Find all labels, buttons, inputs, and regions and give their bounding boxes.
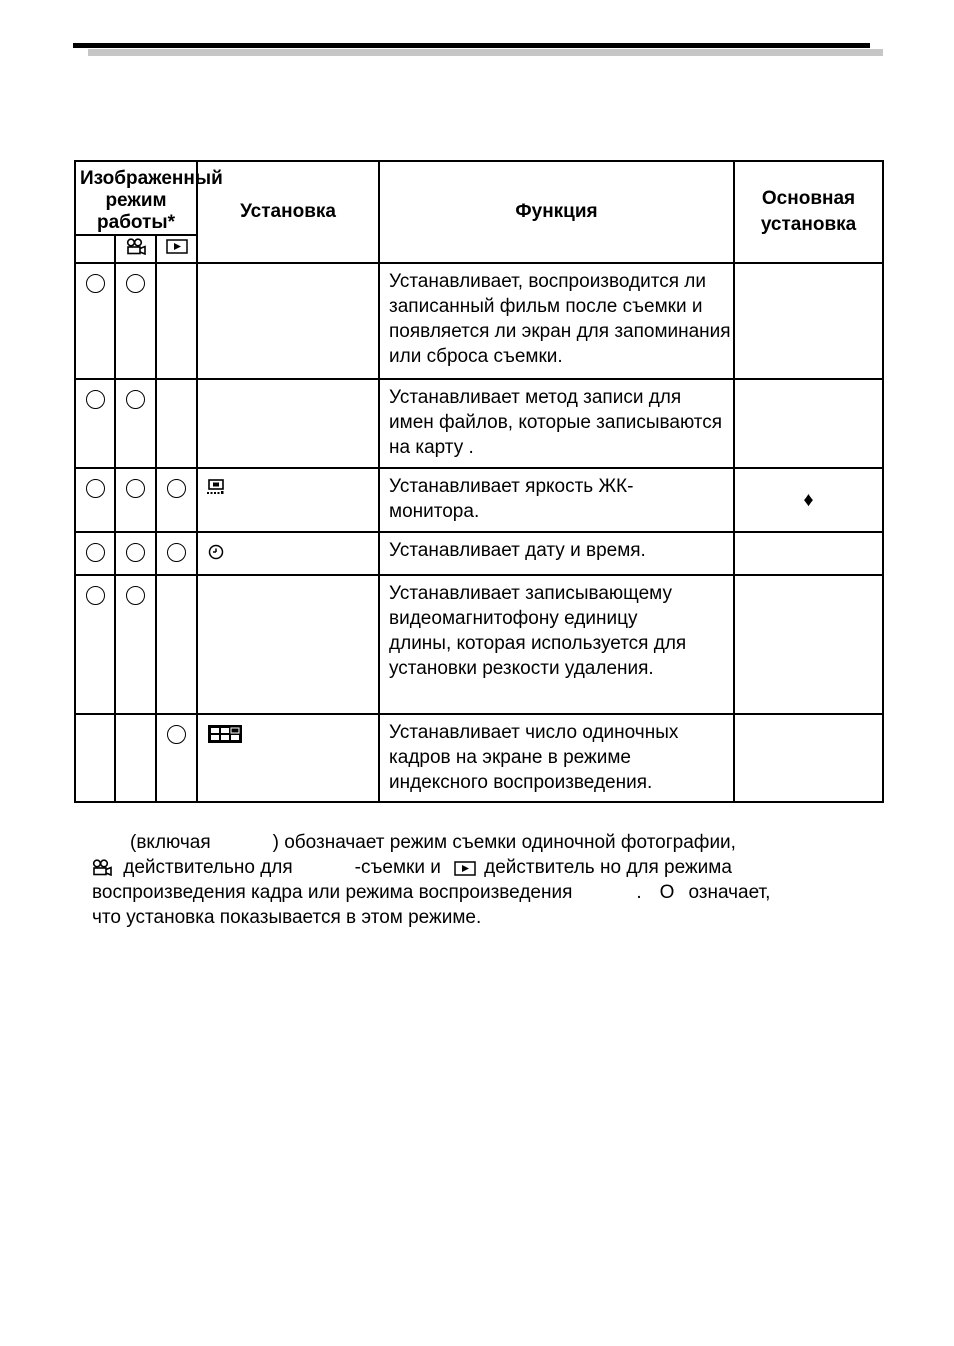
still-mark: [75, 379, 115, 468]
playback-icon: [166, 239, 188, 254]
movie-mark: [115, 714, 156, 802]
table-row: [75, 575, 883, 714]
circle-mark-icon: [86, 274, 105, 293]
circle-mark-icon: [86, 390, 105, 409]
movie-mark: [115, 263, 156, 379]
default-cell: [734, 575, 883, 714]
playback-mark: [156, 575, 197, 714]
header-rule-shadow: [88, 49, 883, 56]
table-row: [75, 714, 883, 802]
index-frames-icon: [207, 724, 243, 744]
circle-mark-icon: [86, 479, 105, 498]
circle-mark-icon: [167, 543, 186, 562]
setting-cell: [197, 379, 379, 468]
movie-mark: [115, 468, 156, 532]
function-cell: [379, 379, 734, 468]
footnote-line-3: [92, 880, 872, 905]
circle-mark-icon: [86, 586, 105, 605]
circle-mark-icon: [126, 390, 145, 409]
footnote-line-2: [92, 855, 872, 880]
function-cell: Устанавливает число одиночных кадров на экране в режиме индексного воспроизведения.: [379, 714, 734, 802]
header-rule: [73, 43, 870, 48]
still-mark: [75, 263, 115, 379]
footnote-text: (включая: [130, 832, 211, 853]
circle-mark-icon: [126, 274, 145, 293]
playback-mark: [156, 714, 197, 802]
header-playback-col: [156, 235, 197, 263]
movie-mark: [115, 575, 156, 714]
header-function: Функция: [379, 161, 734, 263]
playback-mark: [156, 468, 197, 532]
circle-mark-icon: [167, 479, 186, 498]
clock-icon: [207, 542, 225, 560]
setting-cell: [197, 532, 379, 575]
circle-mark-icon: [126, 479, 145, 498]
movie-camera-icon: [126, 238, 146, 255]
setting-cell: [197, 575, 379, 714]
function-cell: Устанавливает яркость ЖК-монитора.: [379, 468, 734, 532]
footnote-text: означает,: [688, 882, 771, 903]
header-movie-col: [115, 235, 156, 263]
default-cell: [734, 532, 883, 575]
default-cell: ♦: [734, 468, 883, 532]
playback-icon: [454, 861, 476, 876]
table-row: [75, 379, 883, 468]
still-mark: [75, 575, 115, 714]
footnote-text: О: [659, 882, 675, 903]
header-setting: Установка: [197, 161, 379, 263]
footnote-text: -съемки и: [354, 857, 441, 878]
default-cell: [734, 714, 883, 802]
header-default: Основная установка: [734, 161, 883, 263]
still-mark: [75, 714, 115, 802]
header-still-col: [75, 235, 115, 263]
footnote-line-4: что установка показывается в этом режиме.: [92, 907, 482, 928]
function-cell: Устанавливает дату и время.: [379, 532, 734, 575]
movie-mark: [115, 532, 156, 575]
circle-mark-icon: [167, 725, 186, 744]
movie-mark: [115, 379, 156, 468]
playback-mark: [156, 532, 197, 575]
still-mark: [75, 468, 115, 532]
footnote-text: .: [636, 882, 642, 903]
footnote-line-1: [92, 830, 872, 855]
setting-cell: [197, 468, 379, 532]
lcd-brightness-icon: [207, 478, 225, 496]
circle-mark-icon: [126, 586, 145, 605]
circle-mark-icon: [86, 543, 105, 562]
settings-table: [74, 160, 884, 803]
table-row: [75, 468, 883, 532]
function-text: Устанавливает метод записи для имен файлов, которые записываются на карту .: [389, 387, 723, 458]
footnote: [92, 830, 872, 930]
still-mark: [75, 532, 115, 575]
function-cell: Устанавливает, воспроизводится ли записанный фильм после съемки и появляется ли экран для запоминания или сброса съемки.: [379, 263, 734, 379]
setting-cell: [197, 263, 379, 379]
playback-mark: [156, 263, 197, 379]
table-row: [75, 532, 883, 575]
footnote-text: действительно для: [123, 857, 293, 878]
playback-mark: [156, 379, 197, 468]
header-mode: Изображенный режим работы*: [75, 161, 197, 235]
function-cell: Устанавливает записывающему видеомагнитофону единицу длины, которая используется для установки резкости удаления.: [379, 575, 734, 714]
setting-cell: [197, 714, 379, 802]
default-cell: [734, 263, 883, 379]
circle-mark-icon: [126, 543, 145, 562]
movie-camera-icon: [92, 859, 112, 876]
footnote-text: воспроизведения кадра или режима воспроизведения: [92, 882, 573, 903]
table-row: [75, 263, 883, 379]
default-cell: [734, 379, 883, 468]
footnote-text: действитель но для режима: [484, 857, 732, 878]
footnote-text: ) обозначает режим съемки одиночной фотографии,: [272, 832, 736, 853]
